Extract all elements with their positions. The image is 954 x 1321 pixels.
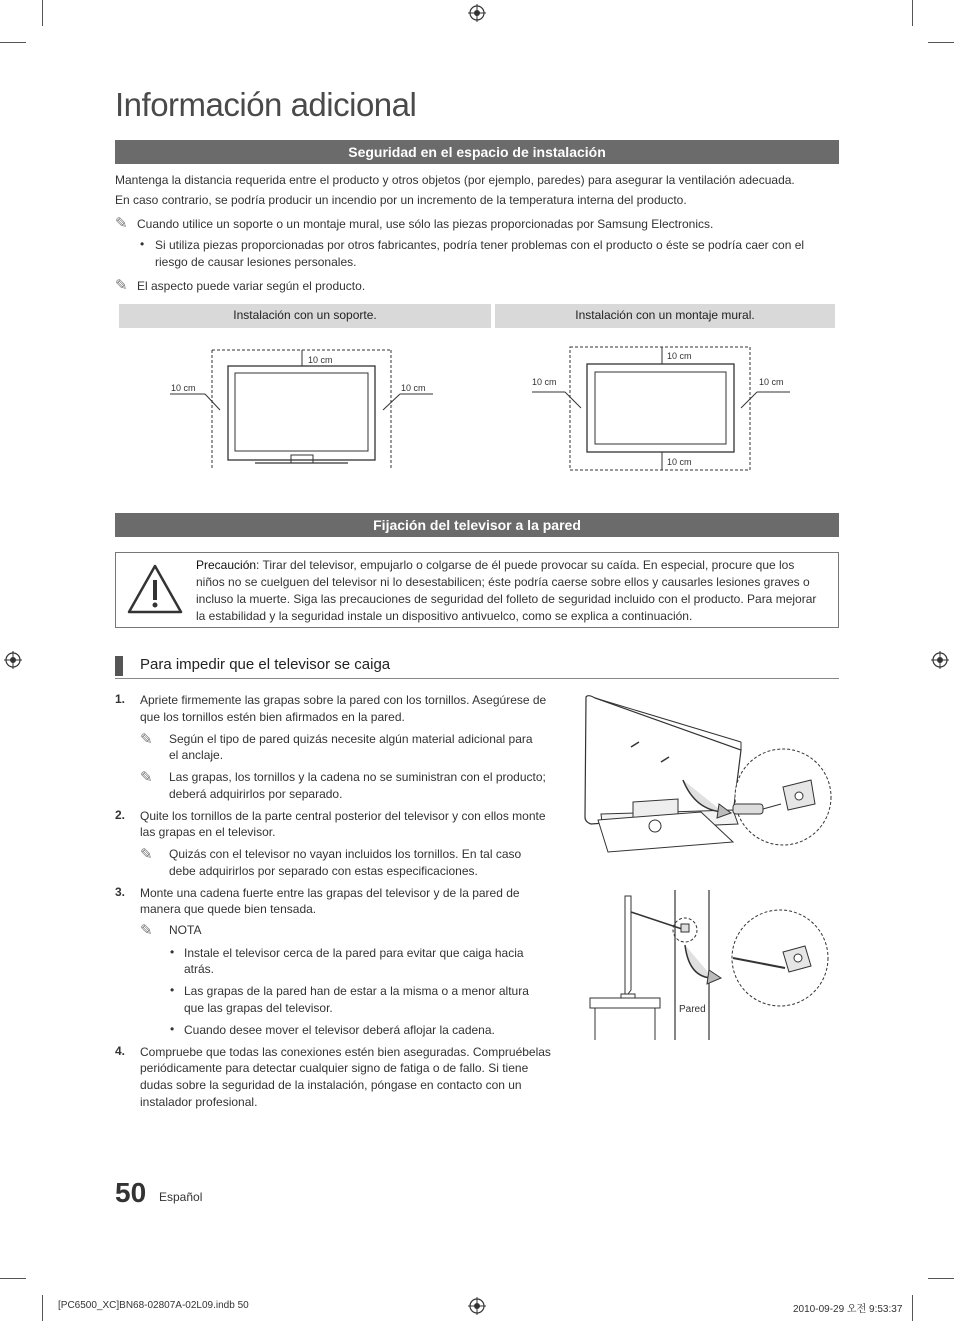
distance-label-bottom: 10 cm [667,457,692,467]
tv-bracket-illustration [583,692,833,857]
bullet-icon: • [140,237,145,251]
tv-chain-wall-illustration [585,890,835,1042]
page-title: Información adicional [115,86,417,123]
page-number: 50 [115,1177,147,1208]
note-line: debe adquirirlos por separado con estas especificaciones. [169,864,478,878]
caution-line: niños no se cuelguen del televisor ni lo desestabilicen; éste podría caerse sobre ellos y causarles lesiones graves o [196,575,810,589]
pencil-note-icon: ✎ [140,769,153,786]
note-item [115,215,713,233]
bullet-text: Si utiliza piezas proporcionadas por otros fabricantes, podría tener problemas con el producto o éste se podría caer con el [155,238,805,252]
registration-mark-icon [931,651,949,669]
step-line: dudas sobre la seguridad de la instalación, póngase en contacto con un [140,1078,522,1092]
section-heading-wall-fixing: Fijación del televisor a la pared [115,513,839,537]
subsection-heading [115,654,839,679]
step-line: instalador profesional. [140,1095,258,1109]
bullet-line: Las grapas de la pared han de estar a la misma o a menor altura [184,984,529,998]
distance-label-left: 10 cm [532,377,557,387]
step-line: manera que quede bien tensada. [140,902,317,916]
distance-label-right: 10 cm [401,383,426,393]
registration-mark-icon [468,1297,486,1315]
print-date-info: 2010-09-29 오전 9:53:37 [793,1304,903,1315]
body-text: En caso contrario, se podría producir un incendio por un incremento de la temperatura interna del producto. [115,193,687,207]
bullet-icon: • [170,1022,175,1036]
nota-label: NOTA [169,923,202,937]
subsection-heading-text: Para impedir que el televisor se caiga [140,656,391,673]
step-number: 1. [115,692,126,706]
step-line: las grapas en el televisor. [140,825,276,839]
heading-marker [115,656,123,676]
step-line: Monte una cadena fuerte entre las grapas del televisor y de la pared de [140,886,520,900]
pencil-note-icon: ✎ [115,215,128,232]
table-header-stand: Instalación con un soporte. [119,304,491,328]
note-text: Cuando utilice un soporte o un montaje mural, use sólo las piezas proporcionadas por Samsung Electronics. [137,217,714,231]
bullet-text: riesgo de causar lesiones personales. [155,255,357,269]
bullet-line: atrás. [184,962,215,976]
pencil-note-icon: ✎ [140,731,153,748]
note-line: el anclaje. [169,748,224,762]
caution-line: : Tirar del televisor, empujarlo o colgarse de él puede provocar su caída. En especial, procure que los [256,558,795,572]
bullet-line: que las grapas del televisor. [184,1001,333,1015]
note-line: deberá adquirirlos por separado. [169,787,343,801]
caution-label: Precaución [196,558,257,572]
bullet-icon: • [170,983,175,997]
body-text: Mantenga la distancia requerida entre el producto y otros objetos (por ejemplo, paredes) para asegurar la ventilación adecuada. [115,173,795,187]
step-line: Quite los tornillos de la parte central posterior del televisor y con ellos monte [140,809,546,823]
bullet-icon: • [170,945,175,959]
section-heading-installation-space: Seguridad en el espacio de instalación [115,140,839,164]
distance-label-left: 10 cm [171,383,196,393]
step-number: 3. [115,885,126,899]
pencil-note-icon: ✎ [140,922,153,939]
wall-label: Pared [679,1004,706,1015]
step-number: 4. [115,1044,126,1058]
warning-triangle-icon [126,563,184,615]
wall-mount-installation-diagram [525,340,795,475]
pencil-note-icon: ✎ [140,846,153,863]
pencil-note-icon: ✎ [115,277,128,294]
stand-installation-diagram [165,342,440,472]
note-item [115,277,365,295]
language-label: Español [159,1190,203,1204]
registration-mark-icon [4,651,22,669]
print-file-info: [PC6500_XC]BN68-02807A-02L09.indb 50 [58,1300,249,1311]
note-text: El aspecto puede variar según el producto. [137,279,366,293]
distance-label-right: 10 cm [759,377,784,387]
step-line: Apriete firmemente las grapas sobre la pared con los tornillos. Asegúrese de [140,693,547,707]
step-line: que los tornillos estén bien afirmados en la pared. [140,710,405,724]
registration-mark-icon [468,4,486,22]
table-header-wall-mount: Instalación con un montaje mural. [495,304,835,328]
caution-line: incluso la muerte. Siga las precauciones de seguridad del folleto de seguridad incluido con el producto. Para mejorar [196,592,817,606]
distance-label-top: 10 cm [667,351,692,361]
bullet-line: Cuando desee mover el televisor deberá aflojar la cadena. [184,1023,495,1037]
note-line: Quizás con el televisor no vayan incluidos los tornillos. En tal caso [169,847,522,861]
bullet-line: Instale el televisor cerca de la pared para evitar que caiga hacia [184,946,524,960]
step-line: Compruebe que todas las conexiones estén bien aseguradas. Compruébelas [140,1045,551,1059]
step-line: periódicamente para detectar cualquier signo de fatiga o de fallo. Si tiene [140,1061,529,1075]
step-number: 2. [115,808,126,822]
caution-box [115,552,839,628]
note-line: Las grapas, los tornillos y la cadena no se suministran con el producto; [169,770,546,784]
distance-label-top: 10 cm [308,355,333,365]
caution-text [196,557,836,625]
caution-line: la estabilidad y la seguridad instale un dispositivo antivuelco, como se explica a continuación. [196,609,693,623]
note-line: Según el tipo de pared quizás necesite algún material adicional para [169,732,533,746]
